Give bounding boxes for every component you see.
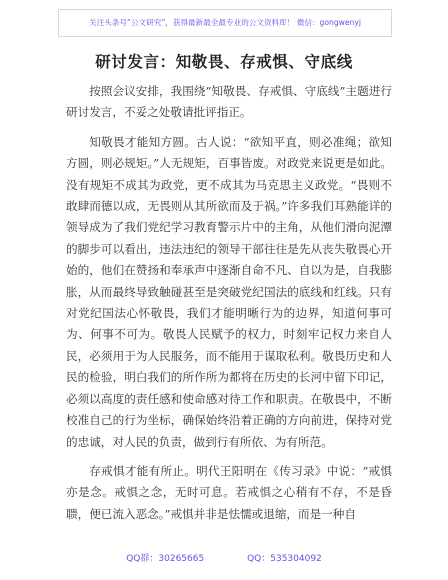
document-body [66,81,392,533]
footer-contact [0,551,448,564]
paragraph-caution: 存戒惧才能有所止。明代王阳明在《传习录》中说：“戒惧亦是念。戒惧之念，无时可息。若戒惧之心稍有不存，不是昏聩，便已流入恶念。”戒惧并非是怯懦或退缩，而是一种自 [66,463,392,521]
page-title: 研讨发言：知敬畏、存戒惧、守底线 [95,53,353,71]
paragraph-awe: 知敬畏才能知方圆。古人说：“欲知平直，则必准绳；欲知方圆，则必规矩。”人无规矩，百事皆废。对政党来说更是如此。没有规矩不成其为政党，更不成其为马克思主义政党。“畏则不敢肆而德以成，无畏则从其所欲而及于祸。”许多我们耳熟能详的领导成为了我们党纪学习教育警示片中的主角，从他们滑向泥潭的脚步可以看出，违法违纪的领导干部往往是先从丧失敬畏心开始的，他们在赞扬和奉承声中逐渐自命不凡、自以为是，自我膨胀，从而最终导致触碰甚至是突破党纪国法的底线和红线。只有对党纪国法心怀敬畏，我们才能明晰行为的边界，知道何事可为、何事不可为。敬畏人民赋予的权力，时刻牢记权力来自人民，必须用于为人民服务，而不能用于谋取私利。敬畏历史和人民的检验，明白我们的所作所为都将在历史的长河中留下印记，必须以高度的责任感和使命感对待工作和职责。在敬畏中，不断校准自己的行为坐标，确保始终沿着正确的方向前进，保持对党的忠诚，对人民的负责，做到行有所依、为有所范。 [66,134,392,449]
header-banner: 关注头条号“公文研究”，获得最新最全最专业的公文资料库！ 微信：gongwenyj [58,9,392,37]
paragraph-intro: 按照会议安排，我围绕“知敬畏、存戒惧、守底线”主题进行研讨发言，不妥之处敬请批评指正。 [66,84,392,120]
footer-qq-group: QQ群：30265665 [126,554,205,564]
footer-qq: QQ：535304092 [247,554,322,564]
